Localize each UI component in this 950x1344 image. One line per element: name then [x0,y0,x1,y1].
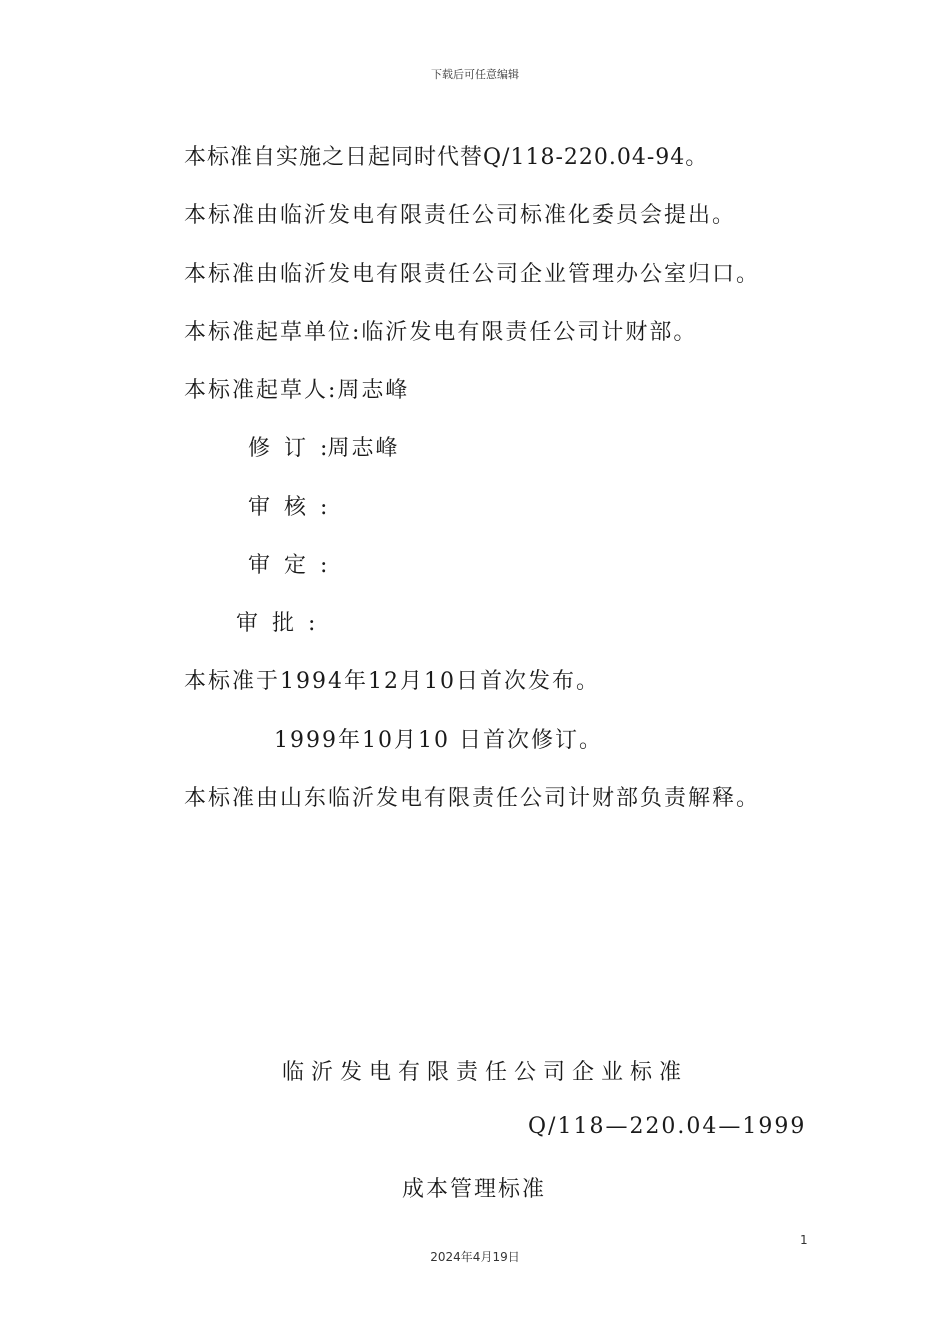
header-note: 下载后可任意编辑 [431,68,519,81]
review-row [248,494,327,522]
proposer-statement: 本标准由临沂发电有限责任公司标准化委员会提出。 [184,203,737,228]
approve-colon: : [308,611,316,636]
revise-row [248,435,399,463]
standard-code: Q/118—220.04—1999 [528,1114,807,1139]
verify-colon: : [320,553,328,578]
interpretation-statement: 本标准由山东临沂发电有限责任公司计财部负责解释。 [184,786,761,811]
footer-date: 2024年4月19日 [430,1250,520,1264]
standard-organization: 临沂发电有限责任公司企业标准 [282,1060,689,1085]
first-release-statement: 本标准于1994年12月10日首次发布。 [184,669,600,694]
standard-title: 成本管理标准 [402,1177,547,1202]
review-label: 审核 [248,495,321,520]
first-revision-statement: 1999年10月10 日首次修订。 [274,728,603,753]
drafter-statement: 本标准起草人:周志峰 [184,378,410,403]
revise-value: 周志峰 [327,436,400,461]
verify-row [248,552,327,580]
approve-label: 审批 [236,611,309,636]
page-number: 1 [800,1233,808,1247]
verify-label: 审定 [248,553,321,578]
replacement-statement: 本标准自实施之日起同时代替Q/118-220.04-94。 [184,145,709,170]
drafting-unit-statement: 本标准起草单位:临沂发电有限责任公司计财部。 [184,320,698,345]
administration-statement: 本标准由临沂发电有限责任公司企业管理办公室归口。 [184,262,761,287]
revise-label: 修订 [248,436,321,461]
approve-row [236,610,315,638]
revise-colon: : [320,436,328,461]
review-colon: : [320,495,328,520]
